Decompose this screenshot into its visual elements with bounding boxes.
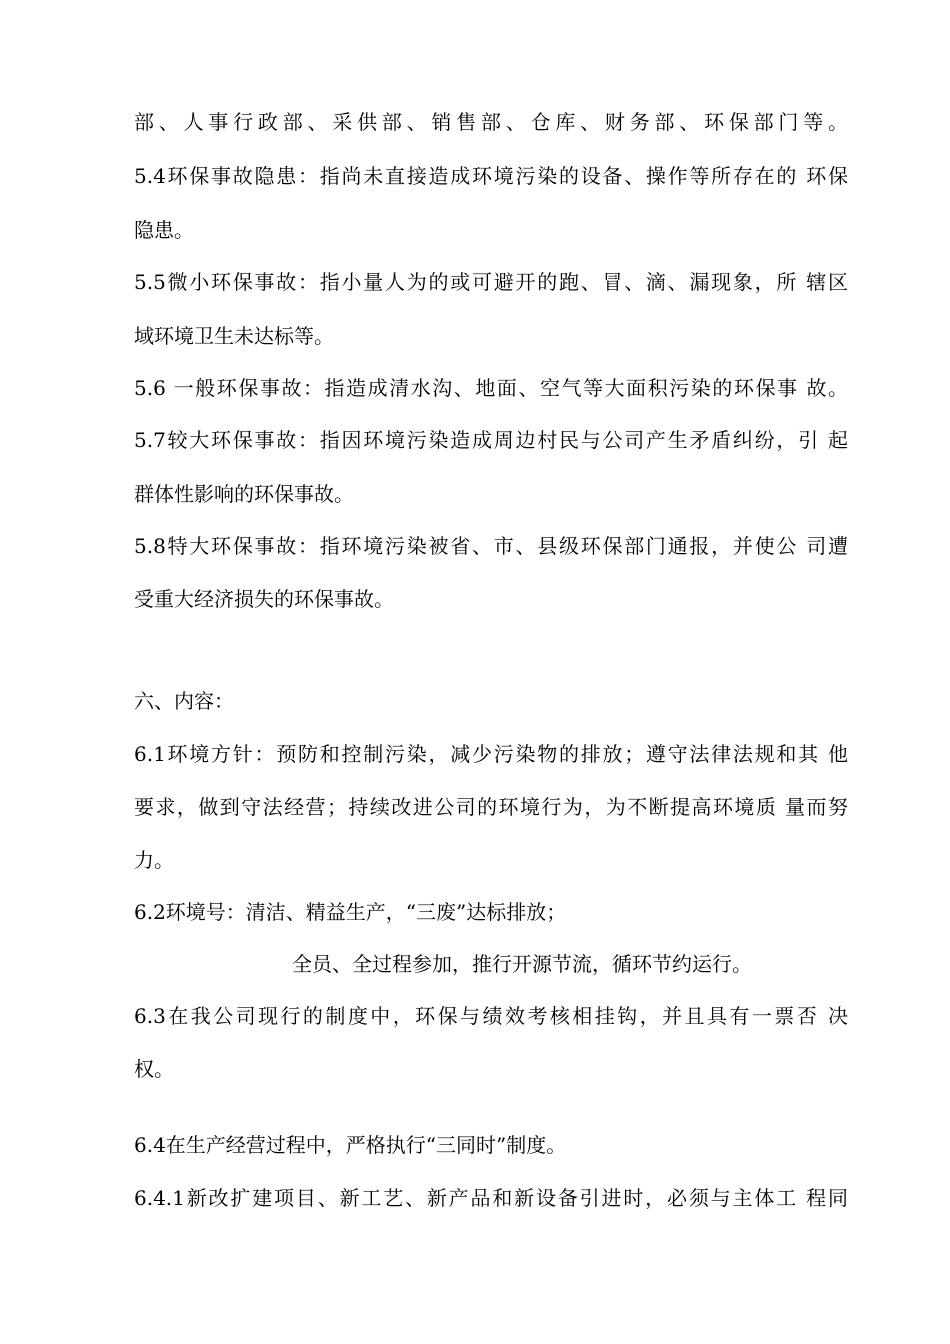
text-line: 群体性影响的环保事故。	[134, 482, 354, 506]
text-line: 6.4在生产经营过程中，严格执行“三同时”制度。	[134, 1133, 567, 1157]
text-line: 域环境卫生未达标等。	[134, 324, 334, 348]
text-line: 5.4环保事故隐患：指尚未直接造成环境污染的设备、操作等所存在的 环保	[134, 164, 848, 188]
text-line: 隐患。	[134, 218, 194, 242]
text-line: 全员、全过程参加，推行开源节流，循环节约运行。	[292, 952, 752, 976]
text-line: 要求，做到守法经营；持续改进公司的环境行为，为不断提高环境质 量而努	[134, 795, 848, 819]
text-line: 6.2环境号：清洁、精益生产，“三废”达标排放；	[134, 900, 567, 924]
text-line: 6.4.1新改扩建项目、新工艺、新产品和新设备引进时，必须与主体工 程同	[134, 1186, 848, 1210]
text-line: 6.1环境方针：预防和控制污染，减少污染物的排放；遵守法律法规和其 他	[134, 742, 848, 766]
section-heading: 六、内容：	[134, 689, 234, 713]
text-line: 力。	[134, 848, 174, 872]
text-line: 5.8特大环保事故：指环境污染被省、市、县级环保部门通报，并使公 司遭	[134, 534, 848, 558]
text-line: 5.6 一般环保事故：指造成清水沟、地面、空气等大面积污染的环保事 故。	[134, 376, 848, 400]
text-line: 权。	[134, 1057, 174, 1081]
text-line: 5.7较大环保事故：指因环境污染造成周边村民与公司产生矛盾纠纷，引 起	[134, 428, 848, 452]
text-line: 6.3在我公司现行的制度中，环保与绩效考核相挂钩，并且具有一票否 决	[134, 1004, 848, 1028]
text-line: 5.5微小环保事故：指小量人为的或可避开的跑、冒、滴、漏现象，所 辖区	[134, 270, 848, 294]
text-line: 部、人事行政部、采供部、销售部、仓库、财务部、环保部门等。	[134, 110, 848, 134]
text-line: 受重大经济损失的环保事故。	[134, 587, 394, 611]
